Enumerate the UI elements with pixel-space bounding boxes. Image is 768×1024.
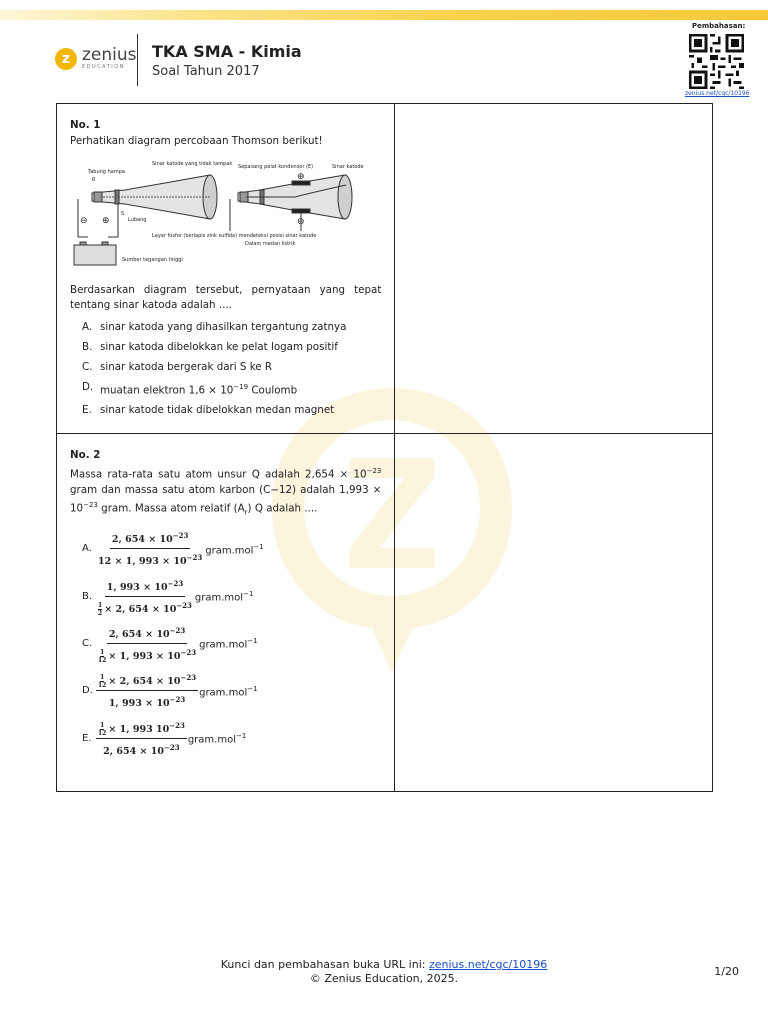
- copyright: © Zenius Education, 2025.: [309, 972, 459, 985]
- question-stem: Berdasarkan diagram tersebut, pernyataan yang tepat tentang sinar katoda adalah ....: [70, 284, 382, 311]
- qr-label: Pembahasan:: [692, 22, 746, 30]
- option-a[interactable]: A. sinar katoda yang dihasilkan tergantung zatnya: [82, 321, 347, 333]
- label-s: S: [121, 211, 125, 217]
- page-number: 1/20: [714, 965, 739, 978]
- top-accent-bar: [0, 10, 768, 20]
- page-title: TKA SMA - Kimia: [152, 42, 302, 61]
- option-e[interactable]: E. $\frac{1}{12}$ × 1, 993 $10^{-23}$ 2, $654 \times 10^{-23}$ gram.mol$^{-1}$: [82, 718, 381, 759]
- brand-name: zenius: [82, 45, 137, 65]
- question-1-cell: [57, 104, 395, 434]
- question-number: No. 2: [70, 449, 101, 462]
- footer-link[interactable]: zenius.net/cgc/10196: [428, 958, 548, 971]
- question-2-cell: [57, 434, 395, 791]
- header-divider: [137, 34, 138, 86]
- label-medan: Dalam medan listrik: [245, 241, 296, 247]
- footer-text: Kunci dan pembahasan buka URL ini:: [220, 958, 429, 971]
- answer-space-1: [395, 104, 713, 434]
- logo-z-icon: z: [55, 48, 77, 70]
- label-lubang: Lubang: [128, 217, 147, 223]
- option-c[interactable]: C. sinar katoda bergerak dari S ke R: [82, 361, 273, 373]
- thomson-experiment-diagram: [70, 159, 368, 269]
- svg-text:⊕: ⊕: [297, 172, 305, 182]
- option-b[interactable]: B. 1, $993 \times 10^{-23}$ $\frac{1}{2}$ × 2, $654 \times 10^{-23}$ gram.mol$^{-1}$: [82, 576, 381, 617]
- label-sinar-tampak: Sinar katode yang tidak tampak: [152, 161, 233, 167]
- qr-url-link[interactable]: zenius.net/cgc/10196: [685, 90, 750, 97]
- label-sumber: Sumber tegangan tinggi: [122, 257, 183, 263]
- question-number: No. 1: [70, 119, 101, 131]
- answer-options: [70, 320, 381, 418]
- question-prompt: Perhatikan diagram percobaan Thomson berikut!: [70, 135, 323, 147]
- option-d[interactable]: D. muatan elektron $1,6 \times 10^{-19}$ Coulomb: [82, 381, 298, 397]
- zenius-logo: [55, 47, 137, 70]
- page-subtitle: Soal Tahun 2017: [152, 64, 260, 79]
- page-footer: [0, 958, 768, 986]
- svg-text:⊖: ⊖: [80, 216, 88, 226]
- brand-sub: EDUCATION: [82, 64, 125, 70]
- svg-text:⊖: ⊖: [297, 217, 305, 227]
- label-pelat: Sepasang pelat kondensor (E): [238, 164, 314, 170]
- label-r: R: [92, 177, 96, 183]
- option-e[interactable]: E. sinar katode tidak dibelokkan medan magnet: [82, 404, 335, 417]
- label-layar: Layar fosfor (berlapis zink sulfida) mendeteksi posisi sinar katode: [152, 233, 317, 239]
- option-a[interactable]: A. $\frac{2, 654 \times 10^{-23}}{12 \times 1, 993 \times 10^{-23}}$ gram.mol$^{-1}$: [82, 528, 381, 569]
- question-stem: Massa rata-rata satu atom unsur Q adalah $2,654 \times 10^{-23}$ gram dan massa satu atom karbon (C−12) adalah $1,993 \times 10^{-23}$ gram. Massa atom relatif $(A_r)$ Q adalah ....: [70, 467, 382, 517]
- answer-space-2: [395, 434, 713, 791]
- question-table: [56, 103, 713, 792]
- label-tabung-hampa: Tabung hampa: [88, 169, 125, 175]
- svg-text:⊕: ⊕: [102, 216, 110, 226]
- label-sinar-katode: Sinar katode: [332, 164, 364, 170]
- answer-options: [70, 528, 381, 759]
- qr-code[interactable]: [689, 34, 744, 89]
- option-b[interactable]: B. sinar katoda dibelokkan ke pelat logam positif: [82, 341, 338, 353]
- option-c[interactable]: C. 2, $654 \times 10^{-23}$ $\frac{1}{12}$ × 1, $993 \times 10^{-23}$ gram.mol$^{-1}$: [82, 623, 381, 664]
- option-d[interactable]: D. $\frac{1}{12}$ × 2, $654 \times 10^{-23}$ 1, $993 \times 10^{-23}$ gram.mol$^{-1}$: [82, 670, 381, 711]
